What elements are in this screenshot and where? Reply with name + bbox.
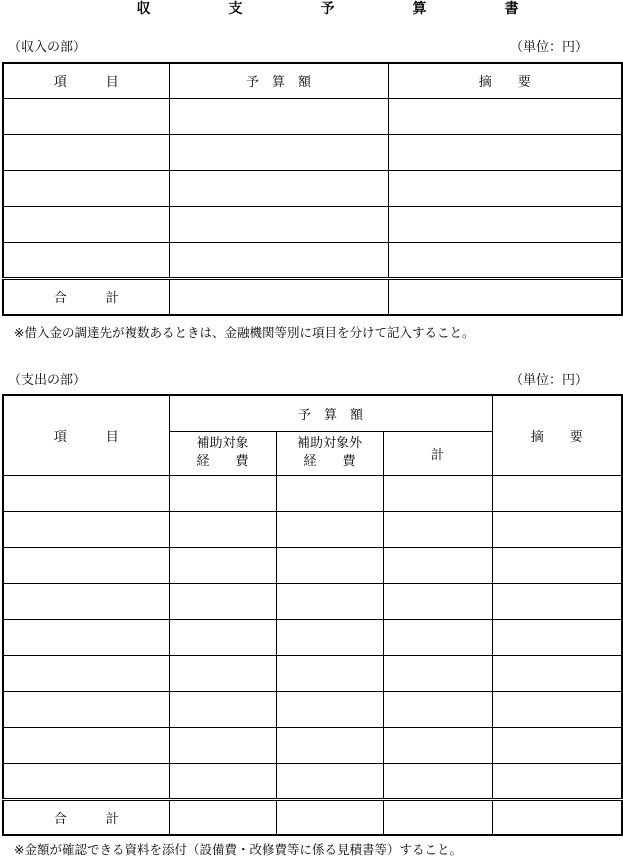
expense-cell-total[interactable] <box>383 691 492 727</box>
expense-row <box>3 619 622 655</box>
expense-cell-subsidy[interactable] <box>169 691 276 727</box>
income-cell-budget[interactable] <box>169 206 388 242</box>
expense-cell-non-subsidy[interactable] <box>276 619 383 655</box>
income-cell-item[interactable] <box>3 170 169 206</box>
income-cell-summary[interactable] <box>388 170 622 206</box>
expense-header-non-subsidy <box>276 431 383 475</box>
expense-header-row <box>3 395 622 431</box>
expense-header-total: 計 <box>383 431 492 475</box>
expense-total-summary[interactable] <box>492 799 622 835</box>
expense-cell-non-subsidy[interactable] <box>276 727 383 763</box>
income-section-label: （収入の部） <box>8 40 87 55</box>
expense-header-item: 項 目 <box>3 395 169 475</box>
income-cell-summary[interactable] <box>388 98 622 134</box>
income-cell-summary[interactable] <box>388 206 622 242</box>
expense-cell-item[interactable] <box>3 511 169 547</box>
income-header-item: 項 目 <box>3 63 169 98</box>
expense-cell-item[interactable] <box>3 691 169 727</box>
expense-total-row <box>3 799 622 835</box>
expense-cell-item[interactable] <box>3 619 169 655</box>
expense-cell-item[interactable] <box>3 655 169 691</box>
expense-total-non-subsidy[interactable] <box>276 799 383 835</box>
income-table <box>2 62 623 316</box>
expense-header-subsidy-line1: 補助対象 <box>196 436 249 451</box>
income-cell-item[interactable] <box>3 242 169 278</box>
income-note: ※借入金の調達先が複数あるときは、金融機関等別に項目を分けて記入すること。 <box>14 325 475 340</box>
expense-row <box>3 655 622 691</box>
expense-cell-subsidy[interactable] <box>169 547 276 583</box>
income-header-budget: 予 算 額 <box>169 63 388 98</box>
expense-cell-total[interactable] <box>383 727 492 763</box>
expense-header-subsidy-line2: 経 費 <box>196 454 249 469</box>
income-row <box>3 134 622 170</box>
expense-cell-total[interactable] <box>383 583 492 619</box>
expense-cell-subsidy[interactable] <box>169 475 276 511</box>
expense-cell-non-subsidy[interactable] <box>276 475 383 511</box>
expense-cell-total[interactable] <box>383 475 492 511</box>
income-unit-label: （単位：円） <box>510 40 589 55</box>
income-cell-summary[interactable] <box>388 134 622 170</box>
expense-table <box>2 394 623 836</box>
expense-cell-subsidy[interactable] <box>169 727 276 763</box>
expense-cell-summary[interactable] <box>492 511 622 547</box>
expense-header-non-subsidy-line2: 経 費 <box>303 454 356 469</box>
income-row <box>3 206 622 242</box>
income-total-label: 合 計 <box>3 278 169 315</box>
expense-unit-label: （単位：円） <box>510 373 589 388</box>
expense-header-non-subsidy-line1: 補助対象外 <box>296 436 362 451</box>
expense-cell-subsidy[interactable] <box>169 655 276 691</box>
income-cell-budget[interactable] <box>169 98 388 134</box>
income-total-row <box>3 278 622 315</box>
income-cell-item[interactable] <box>3 98 169 134</box>
income-header-row <box>3 63 622 98</box>
expense-cell-subsidy[interactable] <box>169 763 276 799</box>
income-row <box>3 170 622 206</box>
expense-cell-item[interactable] <box>3 583 169 619</box>
expense-row <box>3 511 622 547</box>
expense-total-subsidy[interactable] <box>169 799 276 835</box>
income-cell-summary[interactable] <box>388 242 622 278</box>
income-cell-item[interactable] <box>3 134 169 170</box>
expense-total-label: 合 計 <box>3 799 169 835</box>
expense-note: ※金額が確認できる資料を添付（設備費・改修費等に係る見積書等）すること。 <box>14 842 462 857</box>
page-title: 収 支 予 算 書 <box>136 1 551 17</box>
expense-header-budget: 予 算 額 <box>169 395 492 431</box>
expense-cell-non-subsidy[interactable] <box>276 583 383 619</box>
expense-cell-total[interactable] <box>383 547 492 583</box>
income-cell-budget[interactable] <box>169 242 388 278</box>
income-total-summary[interactable] <box>388 278 622 315</box>
expense-cell-summary[interactable] <box>492 691 622 727</box>
expense-total-total[interactable] <box>383 799 492 835</box>
expense-row <box>3 691 622 727</box>
expense-row <box>3 475 622 511</box>
income-row <box>3 98 622 134</box>
expense-cell-item[interactable] <box>3 547 169 583</box>
expense-cell-non-subsidy[interactable] <box>276 691 383 727</box>
income-cell-budget[interactable] <box>169 170 388 206</box>
expense-cell-non-subsidy[interactable] <box>276 655 383 691</box>
expense-row <box>3 727 622 763</box>
expense-row <box>3 547 622 583</box>
expense-cell-item[interactable] <box>3 475 169 511</box>
income-total-budget[interactable] <box>169 278 388 315</box>
income-cell-budget[interactable] <box>169 134 388 170</box>
income-row <box>3 242 622 278</box>
expense-cell-subsidy[interactable] <box>169 511 276 547</box>
expense-header-subsidy <box>169 431 276 475</box>
expense-header-summary: 摘 要 <box>492 395 622 475</box>
expense-cell-subsidy[interactable] <box>169 583 276 619</box>
expense-cell-summary[interactable] <box>492 655 622 691</box>
expense-cell-total[interactable] <box>383 763 492 799</box>
income-header-summary: 摘 要 <box>388 63 622 98</box>
expense-section-label: （支出の部） <box>8 373 87 388</box>
expense-row <box>3 583 622 619</box>
expense-row <box>3 763 622 799</box>
expense-cell-subsidy[interactable] <box>169 619 276 655</box>
expense-cell-summary[interactable] <box>492 619 622 655</box>
expense-cell-summary[interactable] <box>492 475 622 511</box>
expense-cell-item[interactable] <box>3 727 169 763</box>
expense-cell-non-subsidy[interactable] <box>276 511 383 547</box>
expense-cell-summary[interactable] <box>492 727 622 763</box>
expense-cell-non-subsidy[interactable] <box>276 547 383 583</box>
expense-cell-item[interactable] <box>3 763 169 799</box>
expense-cell-total[interactable] <box>383 619 492 655</box>
expense-cell-total[interactable] <box>383 511 492 547</box>
expense-cell-summary[interactable] <box>492 763 622 799</box>
income-cell-item[interactable] <box>3 206 169 242</box>
expense-cell-summary[interactable] <box>492 547 622 583</box>
expense-cell-summary[interactable] <box>492 583 622 619</box>
expense-cell-non-subsidy[interactable] <box>276 763 383 799</box>
expense-cell-total[interactable] <box>383 655 492 691</box>
